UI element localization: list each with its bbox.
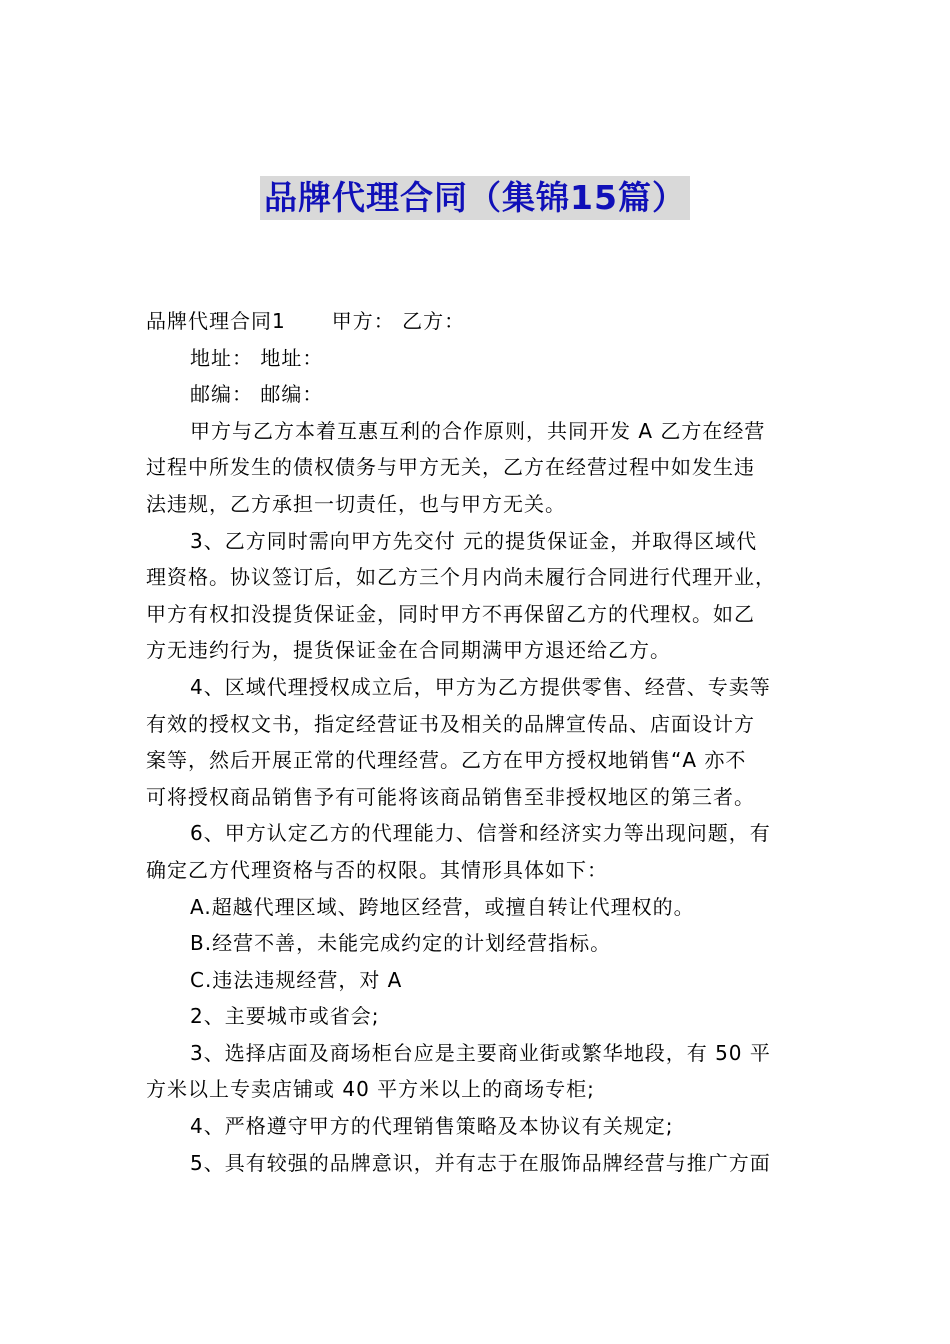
document-body <box>146 303 812 1181</box>
text-line: 过程中所发生的债权债务与甲方无关，乙方在经营过程中如发生违 <box>146 455 755 480</box>
text-line: 甲方与乙方本着互惠互利的合作原则，共同开发 A 乙方在经营 <box>190 418 766 443</box>
contract-heading: 品牌代理合同1 <box>146 309 286 333</box>
text-line: 邮编： 邮编： <box>190 382 324 407</box>
text-line: 2、主要城市或省会; <box>190 1004 380 1029</box>
text-line: 方无违约行为，提货保证金在合同期满甲方退还给乙方。 <box>146 638 671 663</box>
text-line: 3、选择店面及商场柜台应是主要商业街或繁华地段，有 50 平 <box>190 1040 771 1065</box>
text-line: 3、乙方同时需向甲方先交付 元的提货保证金，并取得区域代 <box>190 528 758 553</box>
text-line: 有效的授权文书，指定经营证书及相关的品牌宣传品、店面设计方 <box>146 711 755 736</box>
text-line: 5、具有较强的品牌意识，并有志于在服饰品牌经营与推广方面 <box>190 1150 771 1175</box>
text-line: 可将授权商品销售予有可能将该商品销售至非授权地区的第三者。 <box>146 784 755 809</box>
text-line: 4、严格遵守甲方的代理销售策略及本协议有关规定; <box>190 1114 674 1139</box>
text-line: 地址： 地址： <box>190 345 324 370</box>
text-line: 方米以上专卖店铺或 40 平方米以上的商场专柜; <box>146 1077 595 1102</box>
party-labels: 甲方： 乙方： <box>331 309 466 333</box>
text-line: A.超越代理区域、跨地区经营，或擅自转让代理权的。 <box>190 894 695 919</box>
text-line: 法违规，乙方承担一切责任，也与甲方无关。 <box>146 491 566 516</box>
text-line: B.经营不善，未能完成约定的计划经营指标。 <box>190 931 612 956</box>
text-line: C.违法违规经营，对 A <box>190 967 403 992</box>
title-container <box>0 176 950 220</box>
text-line: 理资格。协议签订后，如乙方三个月内尚未履行合同进行代理开业， <box>146 565 776 590</box>
document-title: 品牌代理合同（集锦15篇） <box>260 176 690 220</box>
text-line: 甲方有权扣没提货保证金，同时甲方不再保留乙方的代理权。如乙 <box>146 601 755 626</box>
text-line <box>146 303 812 340</box>
text-line: 确定乙方代理资格与否的权限。其情形具体如下： <box>146 857 608 882</box>
text-line: 案等，然后开展正常的代理经营。乙方在甲方授权地销售“A 亦不 <box>146 748 747 773</box>
text-line: 6、甲方认定乙方的代理能力、信誉和经济实力等出现问题，有 <box>190 821 771 846</box>
text-line: 4、区域代理授权成立后，甲方为乙方提供零售、经营、专卖等 <box>190 674 771 699</box>
